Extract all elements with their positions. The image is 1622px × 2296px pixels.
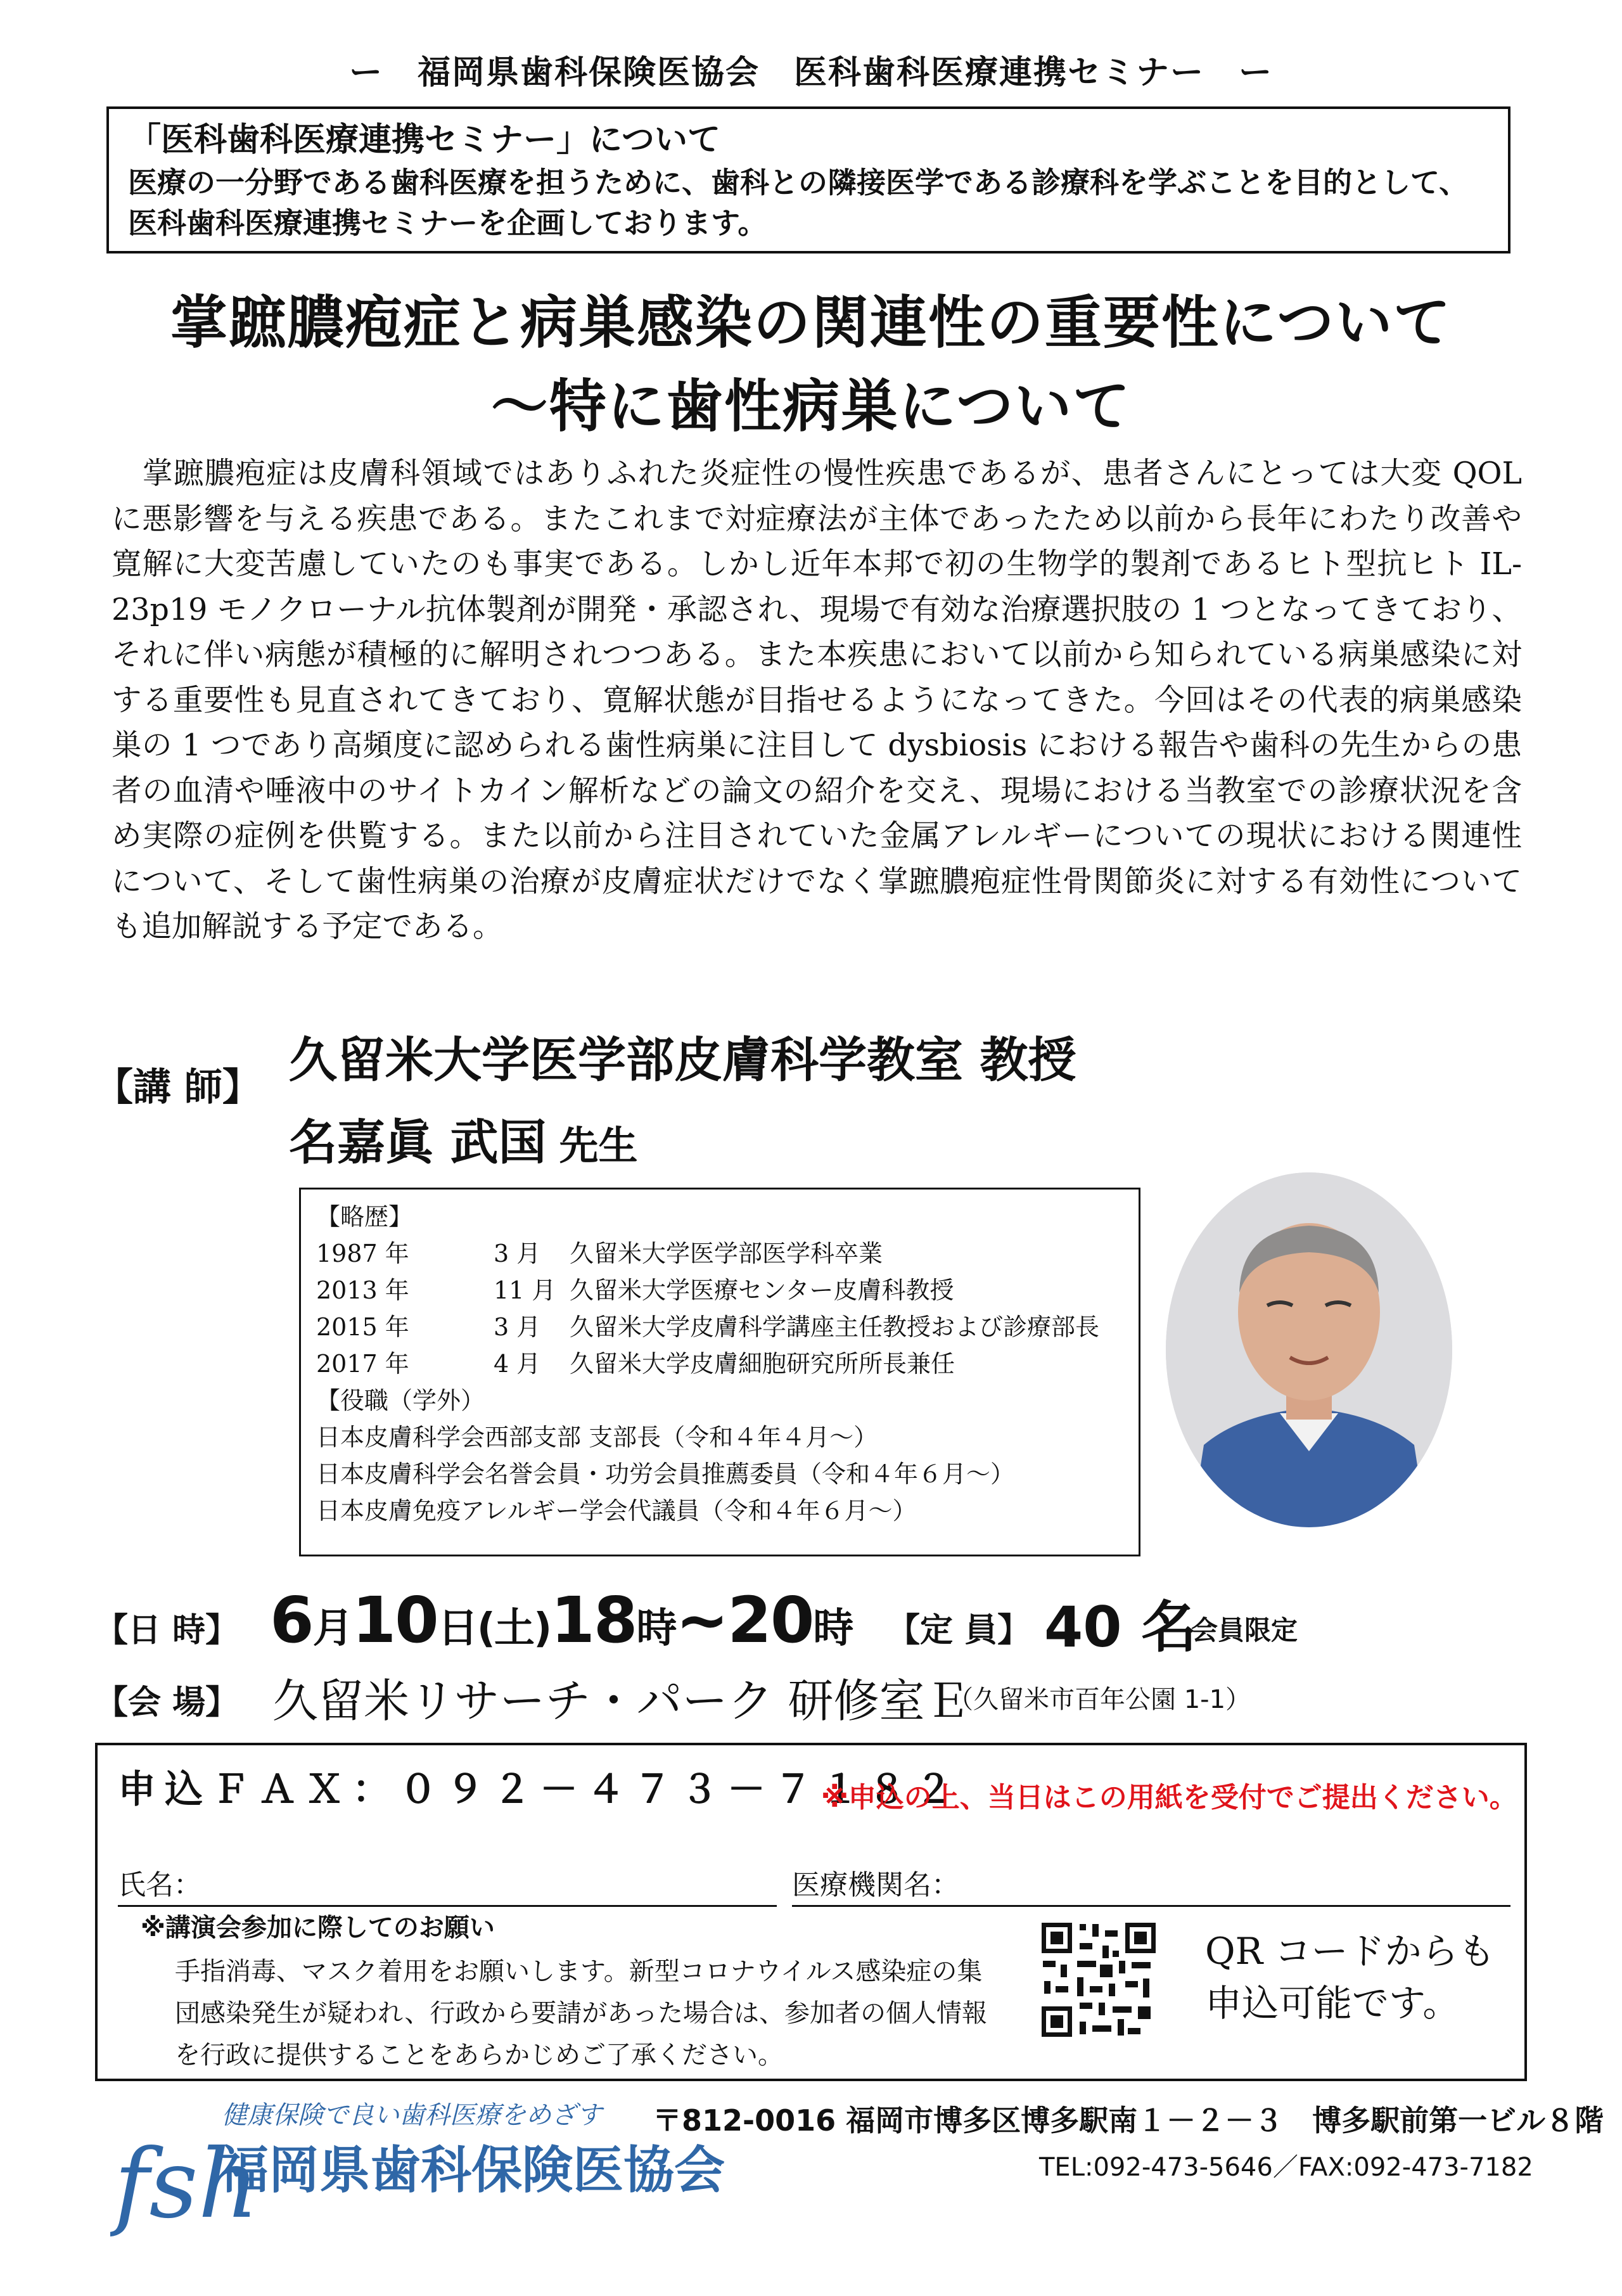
lecture-abstract: 掌蹠膿疱症は皮膚科領域ではありふれた炎症性の慢性疾患であるが、患者さんにとっては大変 QOL に悪影響を与える疾患である。またこれまで対症療法が主体であったため以前から長年にわたり改善や寛解に大変苦慮していたのも事実である。しかし近年本邦で初の生物学的製剤であるヒト型抗ヒト IL-23p19 モノクローナル抗体製剤が開発・承認され、現場で有効な治療選択肢の 1 つとなってきており、それに伴い病態が積極的に解明されつつある。また本疾患において以前から知られている病巣感染に対する重要性も見直されてきており、寛解状態が目指せるようになってきた。今回はその代表的病巣感染巣の 1 つであり高頻度に認められる歯性病巣に注目して dysbiosis における報告や歯科の先生からの患者の血清や唾液中のサイトカイン解析などの論文の紹介を交え、現場における当教室での診療状況を含め実際の症例を供覧する。また以前から注目されていた金属アレルギーについての現状における関連性について、そして歯性病巣の治療が皮膚症状だけでなく掌蹠膿疱症性骨関節炎に対する有効性についても追加解説する予定である。: [112, 456, 1522, 944]
institution-field[interactable]: [792, 1862, 1510, 1907]
capacity-label: 【定 員】: [887, 1612, 1031, 1650]
venue-label: 【会 場】: [95, 1684, 239, 1722]
career-heading: 【略歴】: [316, 1203, 413, 1231]
capacity-note: 会員限定: [1191, 1615, 1298, 1646]
footer-address: 〒812-0016 福岡市博多区博多駅南１－２－３ 博多駅前第一ビル８階: [653, 2103, 1604, 2138]
qr-caption: QR コードからも 申込可能です。: [1205, 1930, 1495, 2025]
request-title: ※講演会参加に際してのお願い: [141, 1913, 495, 1942]
career-item: 2015 年 3 月 久留米大学皮膚科学講座主任教授および診療部長: [316, 1313, 1100, 1341]
footer-tagline: 健康保険で良い歯科医療をめざす: [222, 2101, 602, 2130]
fax-number: 申込ＦＡＸ：０９２－４７３－７１８２: [118, 1767, 962, 1812]
request-body: 手指消毒、マスク着用をお願いします。新型コロナウイルス感染症の集団感染発生が疑われ、行政から要請があった場合は、参加者の個人情報を行政に提供することをあらかじめご了承ください。: [175, 1957, 987, 2070]
date-label: 【日 時】: [95, 1612, 239, 1650]
career-box: [299, 1188, 1140, 1556]
venue-address: （久留米市百年公園 1-1）: [948, 1685, 1251, 1714]
lecture-subtitle: ～特に歯性病巣について: [490, 373, 1132, 440]
about-line-1: 医療の一分野である歯科医療を担うために、歯科との隣接医学である診療科を学ぶことを目的として、: [128, 165, 1469, 200]
lecturer-photo: [1166, 1172, 1452, 1527]
name-label: 氏名：: [118, 1869, 201, 1901]
about-seminar-box: [106, 106, 1510, 253]
career-item: 2013 年 11 月 久留米大学医療センター皮膚科教授: [316, 1276, 954, 1304]
role-item: 日本皮膚免疫アレルギー学会代議員（令和４年６月～）: [316, 1497, 917, 1525]
venue-name: 久留米リサーチ・パーク 研修室Ｅ: [272, 1674, 971, 1728]
career-item: 2017 年 4 月 久留米大学皮膚細胞研究所所長兼任: [316, 1350, 955, 1378]
lecturer-name-line: [289, 1104, 637, 1173]
lecture-title: 掌蹠膿疱症と病巣感染の関連性の重要性について: [170, 290, 1452, 356]
career-item: 1987 年 3 月 久留米大学医学部医学科卒業: [316, 1240, 883, 1267]
name-field[interactable]: [118, 1862, 777, 1907]
role-item: 日本皮膚科学会名誉会員・功労会員推薦委員（令和４年６月～）: [316, 1460, 1015, 1488]
footer-organization: 福岡県歯科保険医協会: [218, 2141, 725, 2200]
capacity-value: 40 名: [1044, 1594, 1197, 1660]
event-date-time: 6月10日(土)18時~20時: [270, 1583, 853, 1657]
qr-code-icon[interactable]: [1039, 1920, 1158, 2039]
lecturer-name: 名嘉眞 武国: [289, 1114, 547, 1170]
seminar-series-header: ー 福岡県歯科保険医協会 医科歯科医療連携セミナー ー: [348, 54, 1273, 92]
role-item: 日本皮膚科学会西部支部 支部長（令和４年４月～）: [316, 1423, 878, 1451]
lecturer-label: 【講 師】: [95, 1065, 260, 1110]
svg-text:fsh: fsh: [114, 2129, 250, 2240]
about-line-2: 医科歯科医療連携セミナーを企画しております。: [128, 206, 767, 240]
roles-heading: 【役職（学外）: [316, 1387, 485, 1414]
lecturer-honorific: 先生: [559, 1122, 638, 1169]
fax-note: ※申込の上、当日はこの用紙を受付でご提出ください。: [821, 1781, 1517, 1814]
about-title: 「医科歯科医療連携セミナー」について: [128, 121, 720, 159]
institution-label: 医療機関名：: [792, 1869, 959, 1901]
lecturer-affiliation: 久留米大学医学部皮膚科学教室 教授: [289, 1032, 1076, 1088]
footer-contact: TEL:092-473-5646／FAX:092-473-7182: [1039, 2153, 1533, 2182]
